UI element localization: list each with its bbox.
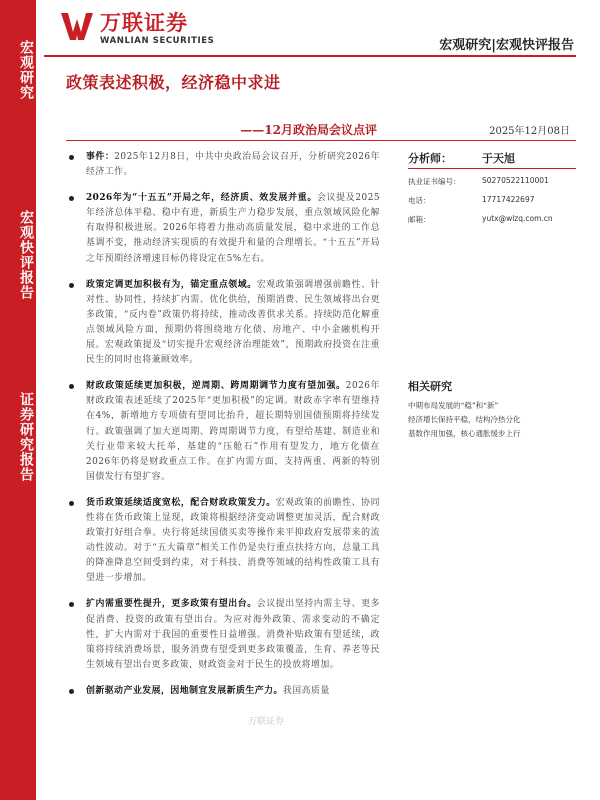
analyst-name: 于天旭 bbox=[482, 152, 515, 165]
bullet-item bbox=[64, 278, 380, 369]
analyst-phone-value: 17717422697 bbox=[482, 195, 535, 204]
bullet-item bbox=[64, 684, 380, 699]
bullet-lead: 财政政策延续更加积极，逆周期、跨周期调节力度有望加强。 bbox=[86, 381, 346, 392]
logo-name-en: WANLIAN SECURITIES bbox=[100, 36, 215, 46]
bullet-lead: 货币政策延续适度宽松，配合财政政策发力。 bbox=[86, 497, 276, 508]
bullet-text: 我国高质量 bbox=[282, 685, 330, 696]
analyst-email-key: 邮箱： bbox=[408, 215, 431, 224]
related-research-item[interactable]: 基数作用加强，核心通胀缓步上行 bbox=[408, 429, 521, 438]
bullet-text: 宏观政策强调增强前瞻性、针对性、协同性，持续扩内需、优化供给，预期消费、民生领域将出台更多政策，“反内卷”政策仍将持续，推动改善供求关系。持续防范化解重点领域风险方面，预期仍将围绕地方化债、房地产、中小金融机构开展。宏观政策提及“切实提升宏观经济治理能效”，预期政府投资在注重民生的同时也将兼顾效率。 bbox=[86, 279, 381, 366]
title-divider bbox=[66, 140, 576, 141]
bullet-lead: 扩内需重要性提升，更多政策有望出台。 bbox=[86, 599, 257, 610]
watermark: 万联证券 bbox=[248, 717, 285, 727]
bullet-lead: 2026年为“十五五”开局之年，经济质、效发展并重。 bbox=[86, 193, 317, 204]
analyst-header bbox=[408, 150, 576, 169]
bullet-dot bbox=[69, 283, 74, 288]
related-research-title: 相关研究 bbox=[408, 380, 452, 393]
report-title: 政策表述积极，经济稳中求进 bbox=[66, 73, 281, 92]
analyst-license-key: 执业证书编号： bbox=[408, 177, 461, 186]
bullet-dot bbox=[69, 602, 74, 607]
bullet-dot bbox=[69, 196, 74, 201]
bullet-text: 2025年12月8日，中共中央政治局会议召开，分析研究2026年经济工作。 bbox=[86, 152, 380, 178]
bullet-item bbox=[64, 191, 380, 266]
bullet-item bbox=[64, 597, 380, 672]
logo-w-icon bbox=[60, 10, 94, 42]
sidebar-label-quick-review: 宏观快评报告 bbox=[18, 210, 34, 300]
report-subtitle: ——12月政治局会议点评 bbox=[240, 123, 377, 137]
analyst-license-value: S0270522110001 bbox=[482, 176, 549, 185]
analyst-phone-key: 电话： bbox=[408, 196, 431, 205]
bullet-dot bbox=[69, 384, 74, 389]
bullet-lead: 创新驱动产业发展，因地制宜发展新质生产力。 bbox=[86, 685, 283, 696]
sidebar-label-macro: 宏观研究 bbox=[18, 40, 34, 100]
bullet-item bbox=[64, 496, 380, 587]
related-research-item[interactable]: 中期布局发展的“稳”和“新” bbox=[408, 401, 499, 410]
company-logo bbox=[60, 10, 250, 46]
related-research-item[interactable]: 经济增长保持平稳，结构冷热分化 bbox=[408, 415, 521, 424]
bullet-text: 2026年财政政策表述延续了2025年“更加积极”的定调。财政赤字率有望维持在4%，新增地方专项债有望同比抬升，超长期特别国债预期将持续发行。政策强调了加大逆周期、跨周期调节力度，有望给基建、制造业和关行业带来较大托举，基建的“压舱石”作用有望发力，地方化债在2026年仍将是财政重点工作。在扩内需方面，支持两重、两新的特别国债发行有望扩容。 bbox=[86, 381, 381, 482]
related-research bbox=[408, 378, 578, 441]
bullet-lead: 政策定调更加积极有为，锚定重点领域。 bbox=[86, 279, 257, 290]
report-type: 宏观研究|宏观快评报告 bbox=[439, 38, 574, 53]
bullet-lead: 事件： bbox=[86, 152, 115, 162]
bullet-text: 会议提出坚持内需主导、更多促消费、投资的政策有望出台。为应对海外政策、需求变动的不确定性，扩大内需对于我国的重要性日益增强。消费补贴政策有望延续，政策将持续消费场景，服务消费有望受到更多政策覆盖，生育、养老等民生领域有望出台更多政策，财政资金对于民生的投放将增加。 bbox=[86, 599, 381, 670]
analyst-license-row bbox=[408, 172, 576, 188]
sidebar-label-securities-research: 证券研究报告 bbox=[18, 392, 34, 482]
bullet-item bbox=[64, 379, 380, 485]
bullet-dot bbox=[69, 501, 74, 506]
sidebar bbox=[0, 0, 36, 800]
header-divider bbox=[44, 55, 576, 57]
analyst-label: 分析师： bbox=[408, 152, 452, 165]
analyst-info bbox=[408, 150, 576, 226]
analyst-phone-row bbox=[408, 191, 576, 207]
report-date: 2025年12月08日 bbox=[489, 126, 570, 137]
bullet-dot bbox=[69, 155, 74, 160]
analyst-email-value[interactable]: yutx@wlzq.com.cn bbox=[482, 214, 553, 223]
bullet-dot bbox=[69, 689, 74, 694]
bullet-text: 宏观政策的前瞻性、协同性将在货币政策上显现，政策将根据经济变动调整更加灵活，配合财政政策打好组合拳。央行将延续国债买卖等操作来平抑政府发展带来的流动性波动。对于“五大篇章”相关工作仍是央行重点扶持方向，总量工具的降准降息空间受到约束，对于科技、消费等领域的结构性政策工具有望进一步增加。 bbox=[86, 497, 380, 584]
bullet-item bbox=[64, 150, 380, 180]
logo-name-cn: 万联证券 bbox=[100, 11, 188, 35]
analyst-email-row bbox=[408, 210, 576, 226]
bullet-text: 会议提及2025年经济总体平稳、稳中有进，新质生产力稳步发展，重点领域风险化解有取得积极进展。2026年将着力推动高质量发展，稳中求进的工作总基调不变，推动经济实现质的有效提升和量的合理增长。“十五五”开局之年预期经济增速目标仍将设定在5%左右。 bbox=[86, 193, 380, 264]
report-body bbox=[64, 150, 380, 710]
